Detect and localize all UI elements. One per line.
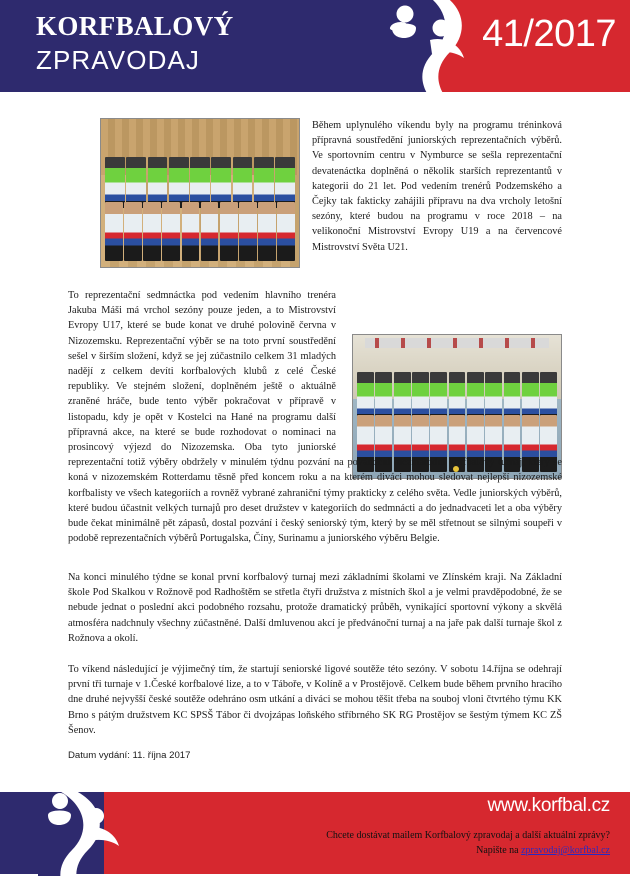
footer-email-link[interactable]: zpravodaj@korfbal.cz <box>521 845 610 856</box>
paragraph-2-text: To reprezentační sedmnáctka pod vedením hlavního trenéra Jakuba Máši má vrchol sezóny pouze jeden, a to Mistrovství Evropy U17, které se bude konat ve druhé polovině června v Nizozemsku. Reprezentační výběr se na toto první soustředění sešel v širším složení, když se jej zúčastnilo celkem 31 mladých nadějí z celkem devíti korfbalových klubů z celé České republiky. Ve stejném složení, doplněném ještě o aktuálně zraněné hráče, bude tento výběr pokračovat v přípravě v listopadu, kdy je opět v Kostelci na Hané na programu další přípravná akce, na které se bude rozhodovat o nominaci na prosincový výjezd do Nizozemska. Oba tyto juniorské reprezentační totiž výběry obdržely v minulém týdnu pozvání na povánoční mezinárodní korfbalový turnaj, který se koná v nizozemském Rotterdamu těsně před koncem roku a na kterém diváci mohou sledovat nejlepší nizozemské korfbalisty ve všech kategoriích a rovněž vybrané zahraniční týmy prakticky z celého světa. Vedle juniorských výběrů, které budou účastnit velkých turnajů pro deset družstev v kategoriích do sedmnácti a do jednadvaceti let a oba výběry bude čekat minimálně pět zápasů, dostal pozvání i český seniorský tým, který by se měl střetnout se silnými soupeři v podobě reprezentačních výběrů Portugalska, Číny, Surinamu a juniorského výběru Belgie. <box>68 290 562 545</box>
masthead-title-line2: ZPRAVODAJ <box>36 45 200 75</box>
photo2-text-wrap-spacer <box>344 288 562 443</box>
paragraph-4: To víkend následující je výjimečný tím, že startují seniorské ligové soutěže této sezóny. V sobotu 14.října se odehrají první tři turnaje v 1.České korfbalové lize, a to v Táboře, v Kolíně a v Prostějově. Celkem bude během prvního hracího dne druhé nejvyšší české soutěže odehráno osm utkání a diváci se mohou těšit třeba na souboj vloni čtvrtého týmu KK Brno s pátým družstvem KC SPSŠ Tábor či dvojzápas loňského stříbrného SK RG Prostějov se šestým týmem KC ZŠ Šenov. <box>68 664 562 736</box>
page-footer <box>0 792 630 891</box>
masthead-title-line1: KORFBALOVÝ <box>36 11 234 41</box>
footer-subscribe-line <box>476 843 610 858</box>
photo-national-team <box>100 118 300 268</box>
paragraph-3: Na konci minulého týdne se konal první korfbalový turnaj mezi základními školami ve Zlínském kraji. Na Základní škole Pod Skalkou v Rožnově pod Radhoštěm se střetla čtyři družstva z místních škol a je velmi pravděpodobné, že se nebude jednat o poslední akci podobného rozsahu, protože dramatický průběh, vynikající sportovní výkony a skvělá atmosféra nadchnuly všechny zúčastněné. Další dmluvenou akcí je předvánoční turnaj a na jaře pak další turnaje škol z Rožnova a okolí. <box>68 572 562 644</box>
footer-write-prefix: Napište na <box>476 845 522 856</box>
korfball-player-logo-icon <box>372 2 492 92</box>
korfball-player-logo-icon-footer <box>38 792 158 876</box>
publication-date: Datum vydání: 11. října 2017 <box>68 749 191 761</box>
paragraph-1: Během uplynulého víkendu byly na programu tréninková přípravná soustředění juniorských reprezentačních výběrů. Ve sportovním centru v Nymburce se sešla reprezentační devatenáctka doplněná o několik starších reprezentantů v kategorii do 21 let. Pod vedením trenérů Podzemského a Čejky tak fakticky zahájili přípravu na dva vrcholy letošní sezóny, které budou na programu v roce 2018 – na velikonoční Mistrovství Evropy U19 a na červencové Mistrovství Světa U21. <box>312 120 562 253</box>
masthead-title <box>36 9 234 77</box>
article-body <box>0 92 630 792</box>
paragraph-2 <box>68 288 562 546</box>
page-header <box>0 0 630 92</box>
footer-website-url[interactable]: www.korfbal.cz <box>487 795 610 816</box>
issue-number: 41/2017 <box>482 13 616 55</box>
footer-subscribe-question: Chcete dostávat mailem Korfbalový zpravodaj a další aktuální zprávy? <box>326 830 610 841</box>
